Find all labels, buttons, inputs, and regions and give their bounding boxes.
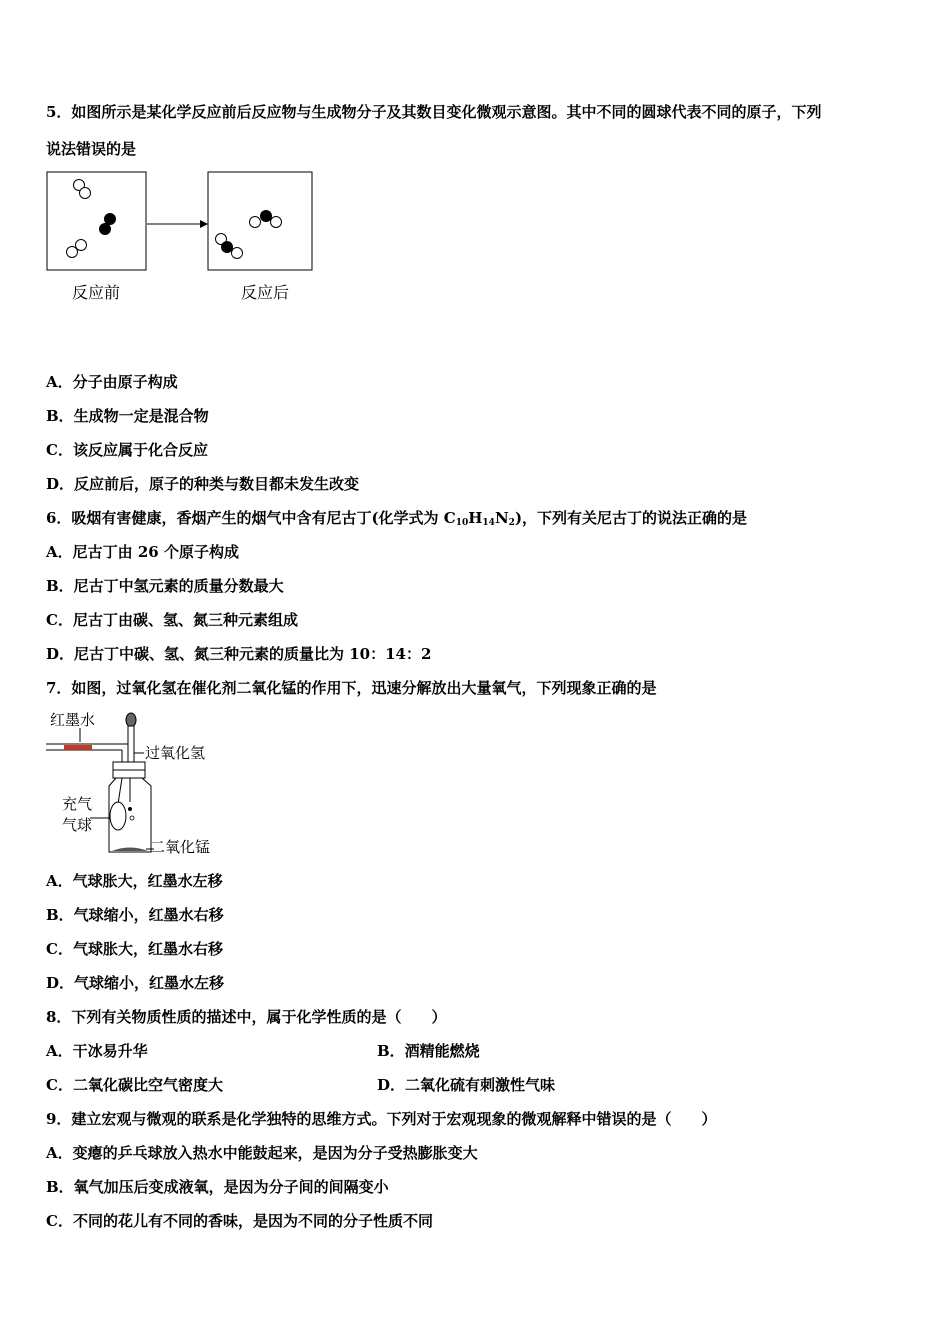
atom-white [80, 188, 91, 199]
mno2-powder [112, 848, 148, 852]
atom-black [261, 211, 272, 222]
atom-black [222, 242, 233, 253]
q6-option-d: D．尼古丁中碳、氢、氮三种元素的质量比为 10：14：2 [46, 645, 432, 663]
q6-sub-hydrogen: 14 [482, 518, 495, 528]
q6-option-c: C．尼古丁由碳、氢、氮三种元素组成 [46, 611, 298, 629]
atom-white [232, 248, 243, 259]
arrow-head-icon [200, 220, 208, 228]
q9-stem: 9．建立宏观与微观的联系是化学独特的思维方式。下列对于宏观现象的微观解释中错误的是（ ） [46, 1110, 717, 1128]
fig-balloon-label-2: 气球 [62, 816, 93, 834]
q7-option-c: C．气球胀大，红墨水右移 [46, 940, 223, 958]
atom-black [105, 214, 116, 225]
q7-option-d: D．气球缩小，红墨水左移 [46, 974, 225, 992]
q6-stem-post: )，下列有关尼古丁的说法正确的是 [514, 509, 748, 527]
q5-stem-line1: 5．如图所示是某化学反应前后反应物与生成物分子及其数目变化微观示意图。其中不同的圆球代表不同的原子，下列 [46, 103, 822, 121]
q5-option-b: B．生成物一定是混合物 [46, 407, 209, 425]
before-box [47, 172, 146, 270]
atom-white [250, 217, 261, 228]
q6-stem [46, 508, 747, 533]
label-after: 反应后 [241, 283, 290, 302]
q9-option-b: B．氧气加压后变成液氧，是因为分子间的间隔变小 [46, 1178, 389, 1196]
q7-apparatus-diagram [46, 706, 246, 856]
atom-black [100, 224, 111, 235]
fig-h2o2-label: 过氧化氢 [145, 744, 206, 762]
q8-option-a: A．干冰易升华 [46, 1042, 148, 1060]
balloon [110, 802, 126, 830]
q5-option-a: A．分子由原子构成 [46, 373, 178, 391]
atom-white [76, 240, 87, 251]
q6-nitrogen: N [494, 509, 509, 527]
dropper-bulb [126, 713, 136, 727]
q7-option-a: A．气球胀大，红墨水左移 [46, 872, 223, 890]
q6-sub-carbon: 10 [455, 518, 469, 528]
q5-stem-line2: 说法错误的是 [46, 140, 137, 158]
atom-white [271, 217, 282, 228]
atom-white [67, 247, 78, 258]
q9-option-c: C．不同的花儿有不同的香味，是因为不同的分子性质不同 [46, 1212, 433, 1230]
q5-option-d: D．反应前后，原子的种类与数目都未发生改变 [46, 475, 360, 493]
label-before: 反应前 [72, 283, 121, 302]
q8-stem: 8．下列有关物质性质的描述中，属于化学性质的是（ ） [46, 1008, 447, 1026]
q6-option-a: A．尼古丁由 26 个原子构成 [46, 543, 239, 561]
q6-sub-nitrogen: 2 [508, 518, 515, 528]
q9-option-a: A．变瘪的乒乓球放入热水中能鼓起来，是因为分子受热膨胀变大 [46, 1144, 478, 1162]
q8-option-c: C．二氧化碳比空气密度大 [46, 1076, 223, 1094]
q8-option-d: D．二氧化硫有刺激性气味 [377, 1076, 556, 1094]
fig-mno2-label: 二氧化锰 [150, 838, 211, 856]
q6-option-b: B．尼古丁中氢元素的质量分数最大 [46, 577, 284, 595]
red-ink-drop [64, 745, 92, 750]
q6-hydrogen: H [468, 509, 483, 527]
q7-option-b: B．气球缩小，红墨水右移 [46, 906, 224, 924]
q7-stem: 7．如图，过氧化氢在催化剂二氧化锰的作用下，迅速分解放出大量氧气，下列现象正确的是 [46, 679, 657, 697]
fig-red-ink-label: 红墨水 [50, 711, 96, 729]
q5-option-c: C．该反应属于化合反应 [46, 441, 208, 459]
q8-option-b: B．酒精能燃烧 [377, 1042, 480, 1060]
fig-balloon-label-1: 充气 [62, 795, 93, 813]
q6-stem-pre: 6．吸烟有害健康，香烟产生的烟气中含有尼古丁(化学式为 C [46, 509, 456, 527]
